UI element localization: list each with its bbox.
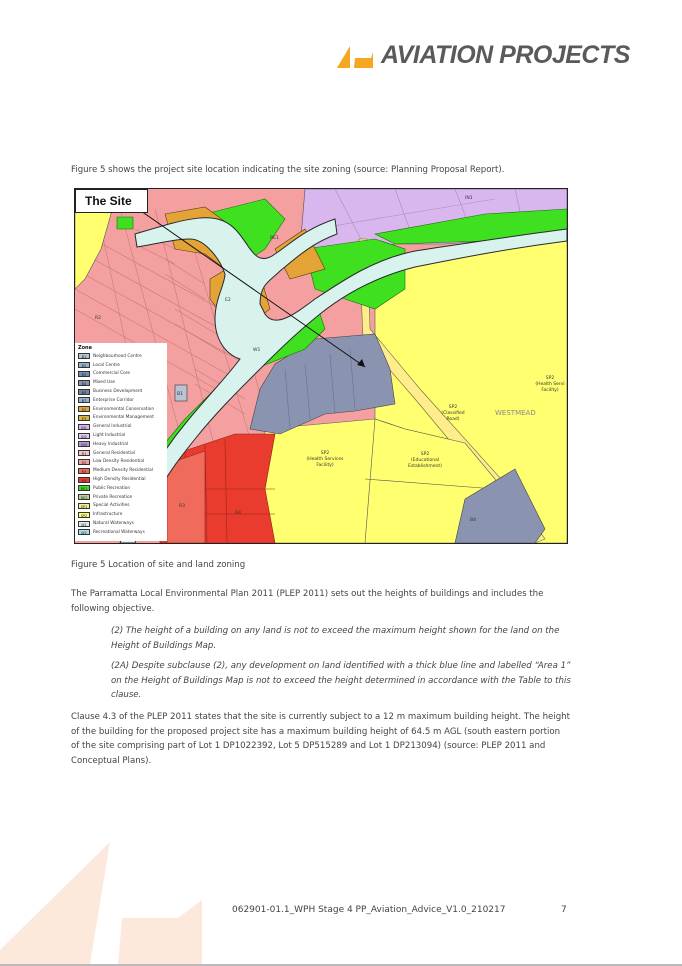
legend-swatch: B7 bbox=[78, 397, 90, 403]
figure-caption: Figure 5 Location of site and land zoning bbox=[71, 560, 246, 570]
legend-swatch: R4 bbox=[78, 477, 90, 483]
legend-item bbox=[78, 502, 164, 511]
legend-label: Low Density Residential bbox=[93, 459, 145, 465]
map-label-sp2-edu-sub1: (Educational bbox=[410, 458, 440, 463]
body-paragraph-2: Clause 4.3 of the PLEP 2011 states that the site is currently subject to a 12 m maximum building height. The height of the building for the proposed project site has a maximum building height of 64.5 m AGL (south eastern portion of the site comprising part of Lot 1 DP1022392, Lot 5 DP515289 and Lot 1 DP213094) (source: PLEP 2011 and Conceptual Plans). bbox=[71, 712, 570, 766]
body-paragraph-1: The Parramatta Local Environmental Plan 2011 (PLEP 2011) sets out the heights of buildings and includes the following objective. bbox=[71, 589, 544, 614]
map-label-w1: W1 bbox=[253, 348, 261, 353]
quote-clause-2: (2) The height of a building on any land is not to exceed the maximum height shown for the land on the Height of Buildings Map. bbox=[111, 626, 560, 651]
map-label-r4: R4 bbox=[235, 511, 241, 516]
zoning-map-figure bbox=[74, 188, 568, 544]
map-label-r3: R3 bbox=[179, 504, 185, 509]
map-label-sp2-road-sub2: Road) bbox=[446, 417, 460, 422]
legend-swatch: IN2 bbox=[78, 433, 90, 439]
legend-item bbox=[78, 484, 164, 493]
legend-label: Environmental Conservation bbox=[93, 406, 155, 412]
map-label-sp2-health-a-sub1: (Health Services bbox=[306, 457, 344, 462]
quote-clause-2a: (2A) Despite subclause (2), any development on land identified with a thick blue line and labelled “Area 1” on the Height of Buildings Map is not to exceed the height determined in accordance with the Table to this clause. bbox=[111, 661, 571, 700]
map-label-e2: E2 bbox=[225, 298, 231, 303]
legend-item bbox=[78, 352, 164, 361]
legend-label: Private Recreation bbox=[93, 494, 133, 500]
legend-swatch: W1 bbox=[78, 521, 90, 527]
legend-swatch: B2 bbox=[78, 362, 90, 368]
map-label-sp2-road-sub1: (Classified bbox=[441, 411, 465, 416]
map-label-sp2-road: SP2 bbox=[448, 405, 458, 410]
legend-label: Natural Waterways bbox=[93, 521, 134, 527]
map-label-b1: B1 bbox=[177, 392, 183, 397]
legend-swatch: B5 bbox=[78, 389, 90, 395]
legend-item bbox=[78, 414, 164, 423]
legend-swatch: B1 bbox=[78, 353, 90, 359]
legend-swatch: SP1 bbox=[78, 503, 90, 509]
intro-paragraph: Figure 5 shows the project site location indicating the site zoning (source: Planning Proposal Report). bbox=[71, 165, 505, 175]
map-label-sp2-health-b: SP2 bbox=[545, 376, 555, 381]
legend-label: Infrastructure bbox=[93, 512, 123, 518]
legend-item bbox=[78, 510, 164, 519]
map-label-b4: B4 bbox=[470, 518, 476, 523]
legend-item bbox=[78, 458, 164, 467]
legend-title: Zone bbox=[78, 345, 93, 351]
legend-label: Business Development bbox=[93, 389, 143, 395]
legend-label: Recreational Waterways bbox=[93, 529, 145, 535]
footer-page-number: 7 bbox=[561, 905, 567, 915]
legend-item bbox=[78, 519, 164, 528]
legend-item bbox=[78, 396, 164, 405]
legend-swatch: B4 bbox=[78, 380, 90, 386]
logo-watermark-icon bbox=[0, 840, 205, 964]
legend-label: Environmental Management bbox=[93, 415, 154, 421]
map-label-suburb: WESTMEAD bbox=[495, 409, 536, 417]
legend-swatch: IN1 bbox=[78, 424, 90, 430]
legend-swatch: IN3 bbox=[78, 441, 90, 447]
legend-item bbox=[78, 431, 164, 440]
brand-logo bbox=[337, 40, 630, 70]
legend-label: General Residential bbox=[93, 450, 135, 456]
map-label-r2: R2 bbox=[95, 316, 101, 321]
footer-document-id: 062901-01.1_WPH Stage 4 PP_Aviation_Advice_V1.0_210217 bbox=[232, 905, 506, 915]
legend-label: Special Activities bbox=[93, 503, 130, 509]
legend-item bbox=[78, 361, 164, 370]
zone-legend bbox=[75, 343, 167, 541]
legend-swatch: R1 bbox=[78, 450, 90, 456]
map-label-sp2-health-b-sub2: Facility) bbox=[541, 388, 559, 393]
map-label-re1: RE1 bbox=[270, 236, 279, 241]
aviation-projects-logo-icon bbox=[337, 42, 377, 68]
brand-name: AVIATION PROJECTS bbox=[381, 40, 630, 69]
site-callout-label: The Site bbox=[75, 189, 148, 213]
legend-label: High Density Residential bbox=[93, 477, 146, 483]
legend-label: Enterprise Corridor bbox=[93, 397, 134, 403]
legend-label: Local Centre bbox=[93, 362, 120, 368]
legend-swatch: RE2 bbox=[78, 494, 90, 500]
legend-item bbox=[78, 387, 164, 396]
map-label-sp2-health-a-sub2: Facility) bbox=[316, 463, 334, 468]
legend-item bbox=[78, 405, 164, 414]
map-label-in1: IN1 bbox=[465, 196, 473, 201]
legend-label: Mixed Use bbox=[93, 380, 116, 386]
legend-label: Heavy Industrial bbox=[93, 441, 129, 447]
legend-swatch: SP2 bbox=[78, 512, 90, 518]
legend-item bbox=[78, 528, 164, 537]
legend-label: Neighbourhood Centre bbox=[93, 353, 142, 359]
legend-item bbox=[78, 475, 164, 484]
legend-label: Public Recreation bbox=[93, 485, 131, 491]
legend-label: Commercial Core bbox=[93, 371, 131, 377]
legend-label: Medium Density Residential bbox=[93, 468, 153, 474]
legend-swatch: E2 bbox=[78, 406, 90, 412]
legend-item bbox=[78, 422, 164, 431]
legend-swatch: W2 bbox=[78, 529, 90, 535]
legend-item bbox=[78, 466, 164, 475]
map-label-sp2-health-b-sub1: (Health Servi bbox=[535, 382, 565, 387]
map-label-sp2-health-a: SP2 bbox=[320, 451, 330, 456]
legend-swatch: R3 bbox=[78, 468, 90, 474]
legend-label: General Industrial bbox=[93, 424, 132, 430]
legend-item bbox=[78, 370, 164, 379]
legend-swatch: RE1 bbox=[78, 485, 90, 491]
legend-label: Light Industrial bbox=[93, 433, 126, 439]
legend-item bbox=[78, 440, 164, 449]
legend-item bbox=[78, 449, 164, 458]
legend-swatch: E3 bbox=[78, 415, 90, 421]
map-label-sp2-edu-sub2: Establishment) bbox=[408, 464, 442, 469]
map-label-sp2-edu: SP2 bbox=[420, 452, 430, 457]
zone-re1-small bbox=[117, 217, 133, 229]
legend-item bbox=[78, 493, 164, 502]
legend-swatch: R2 bbox=[78, 459, 90, 465]
legend-swatch: B3 bbox=[78, 371, 90, 377]
legend-item bbox=[78, 378, 164, 387]
